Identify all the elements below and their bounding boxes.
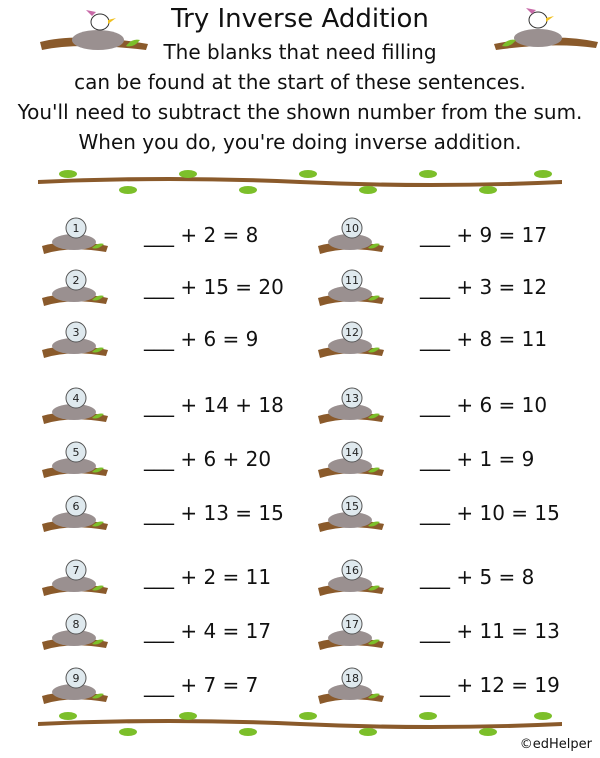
problem-number: 12 — [345, 326, 359, 339]
page-title: Try Inverse Addition — [171, 4, 429, 34]
problem-equation[interactable]: ___ + 10 = 15 — [420, 501, 560, 525]
nest-egg-icon — [40, 386, 110, 426]
problem-number: 7 — [72, 564, 80, 577]
problem-number: 1 — [72, 222, 80, 235]
instruction-line-3: You'll need to subtract the shown number from the sum. — [17, 100, 583, 124]
nest-egg-icon — [316, 386, 386, 426]
problem-equation[interactable]: ___ + 15 = 20 — [144, 275, 284, 299]
problem-number: 16 — [345, 564, 359, 577]
problem-equation[interactable]: ___ + 3 = 12 — [420, 275, 548, 299]
problem-item — [316, 494, 586, 534]
nest-egg-icon — [40, 216, 110, 256]
problem-item — [316, 440, 586, 480]
problem-number: 5 — [72, 446, 80, 459]
branch-divider-top — [38, 166, 562, 196]
problem-equation[interactable]: ___ + 11 = 13 — [420, 619, 560, 643]
nest-egg-icon — [40, 558, 110, 598]
problem-number: 9 — [72, 672, 80, 685]
problem-number: 18 — [345, 672, 359, 685]
problem-number: 15 — [345, 500, 359, 513]
problem-equation[interactable]: ___ + 6 = 10 — [420, 393, 548, 417]
problem-equation[interactable]: ___ + 6 = 9 — [144, 327, 259, 351]
copyright-text: ©edHelper — [519, 737, 592, 752]
problem-equation[interactable]: ___ + 12 = 19 — [420, 673, 560, 697]
bird-nest-icon-right — [492, 2, 600, 60]
problem-number: 17 — [345, 618, 359, 631]
problem-number: 13 — [345, 392, 359, 405]
problem-item — [40, 320, 310, 360]
nest-egg-icon — [316, 216, 386, 256]
nest-egg-icon — [316, 440, 386, 480]
nest-egg-icon — [40, 440, 110, 480]
nest-egg-icon — [316, 268, 386, 308]
problem-number: 6 — [72, 500, 80, 513]
problem-equation[interactable]: ___ + 2 = 8 — [144, 223, 259, 247]
problem-item — [40, 666, 310, 706]
problem-number: 11 — [345, 274, 359, 287]
problem-item — [40, 494, 310, 534]
instruction-line-4: When you do, you're doing inverse addition. — [78, 130, 522, 154]
problem-equation[interactable]: ___ + 5 = 8 — [420, 565, 535, 589]
instruction-line-1: The blanks that need filling — [163, 40, 437, 64]
nest-egg-icon — [40, 666, 110, 706]
nest-egg-icon — [316, 666, 386, 706]
problem-item — [40, 440, 310, 480]
problem-item — [316, 612, 586, 652]
nest-egg-icon — [40, 612, 110, 652]
nest-egg-icon — [316, 558, 386, 598]
problem-number: 10 — [345, 222, 359, 235]
problem-item — [40, 558, 310, 598]
problem-item — [316, 558, 586, 598]
problem-equation[interactable]: ___ + 14 + 18 — [144, 393, 284, 417]
problem-item — [316, 666, 586, 706]
problem-equation[interactable]: ___ + 9 = 17 — [420, 223, 548, 247]
problem-item — [40, 216, 310, 256]
nest-egg-icon — [316, 612, 386, 652]
problem-equation[interactable]: ___ + 1 = 9 — [420, 447, 535, 471]
problem-number: 4 — [72, 392, 80, 405]
nest-egg-icon — [316, 494, 386, 534]
problem-number: 8 — [72, 618, 80, 631]
problem-equation[interactable]: ___ + 8 = 11 — [420, 327, 548, 351]
problem-number: 3 — [72, 326, 80, 339]
nest-egg-icon — [40, 320, 110, 360]
problem-equation[interactable]: ___ + 7 = 7 — [144, 673, 259, 697]
problem-equation[interactable]: ___ + 2 = 11 — [144, 565, 272, 589]
instruction-line-2: can be found at the start of these sentences. — [74, 70, 526, 94]
problem-equation[interactable]: ___ + 4 = 17 — [144, 619, 272, 643]
problem-number: 14 — [345, 446, 359, 459]
problem-item — [40, 268, 310, 308]
problem-item — [316, 268, 586, 308]
nest-egg-icon — [40, 494, 110, 534]
problem-item — [40, 386, 310, 426]
problem-item — [316, 320, 586, 360]
problem-equation[interactable]: ___ + 13 = 15 — [144, 501, 284, 525]
problem-equation[interactable]: ___ + 6 + 20 — [144, 447, 272, 471]
nest-egg-icon — [316, 320, 386, 360]
problem-number: 2 — [72, 274, 80, 287]
problem-item — [40, 612, 310, 652]
bird-nest-icon-left — [38, 2, 150, 60]
nest-egg-icon — [40, 268, 110, 308]
problem-item — [316, 216, 586, 256]
problem-item — [316, 386, 586, 426]
branch-divider-bottom — [38, 708, 562, 738]
